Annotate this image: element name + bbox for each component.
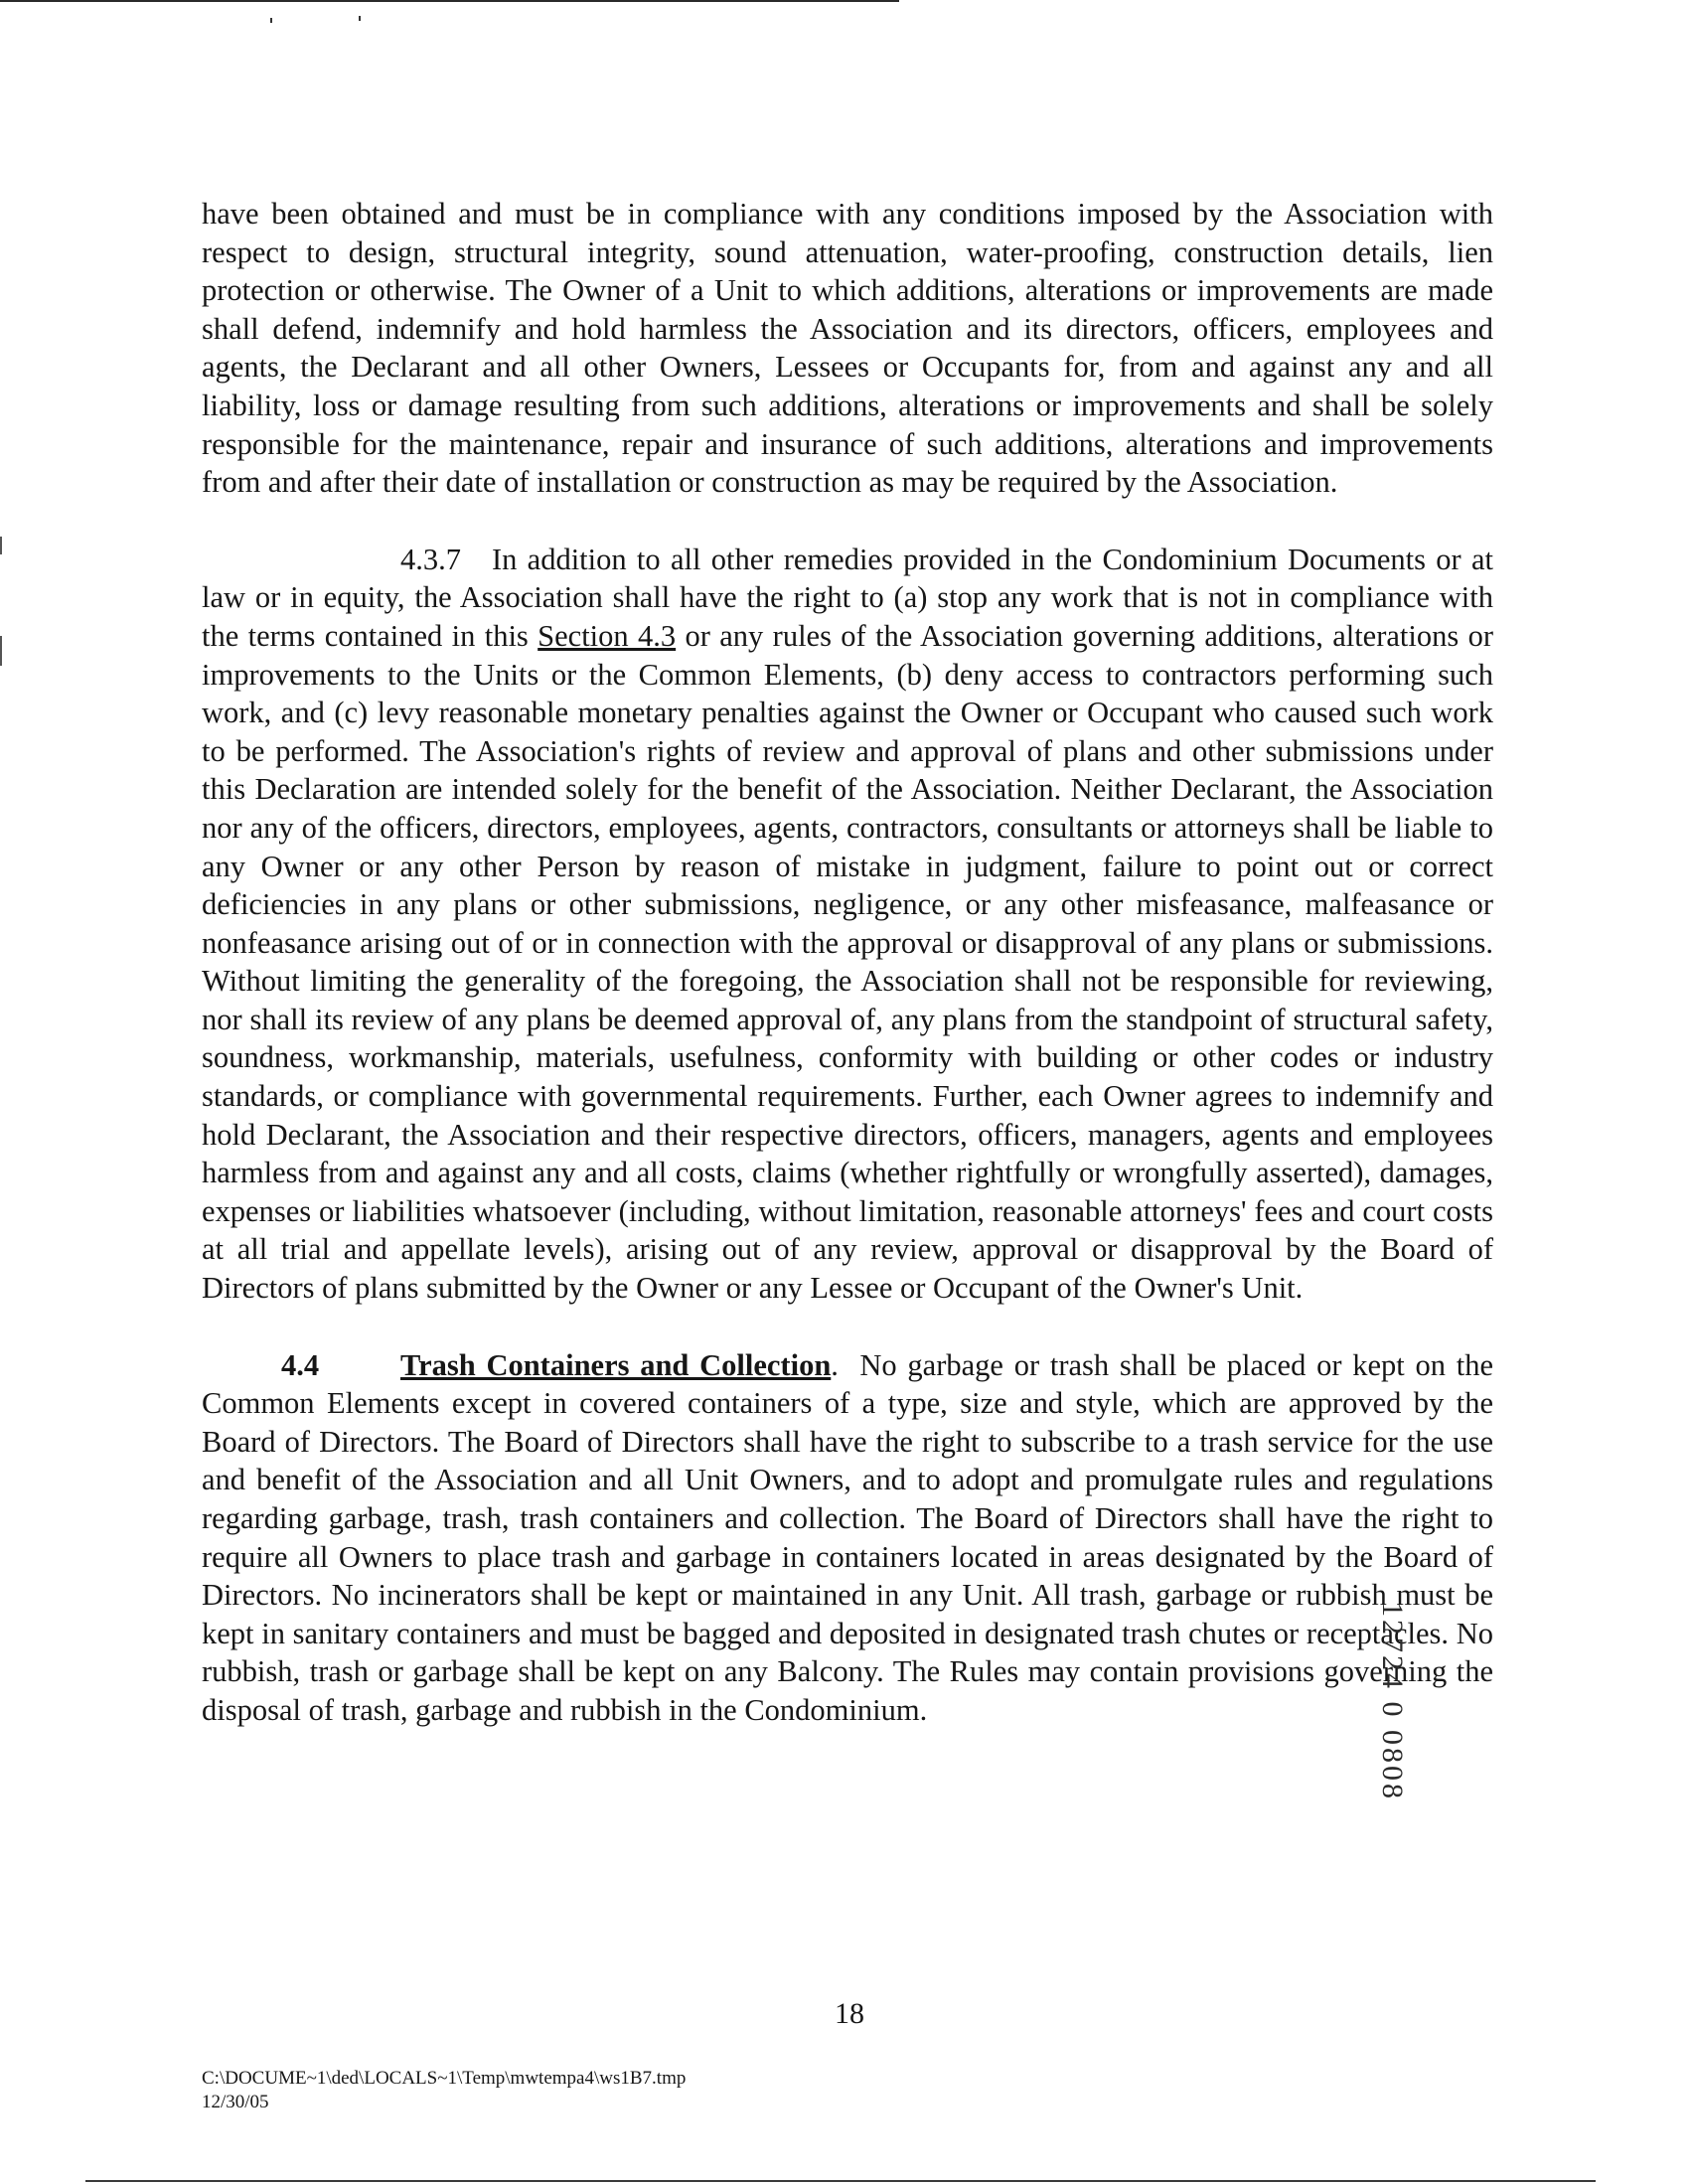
footer-date: 12/30/05 <box>202 2092 269 2112</box>
paragraph-continuation <box>202 195 1493 502</box>
document-body <box>202 195 1493 1730</box>
paragraph-text: or any rules of the Association governing additions, alterations or improvements to the Units or the Common Elements, (b) deny access to contractors performing such work, and (c) levy reasonable monetary penalties against the Owner or Occupant who caused such work to be performed. The Association's rights of review and approval of plans and other submissions under this Declaration are intended solely for the benefit of the Association. Neither Declarant, the Association nor any of the officers, directors, employees, agents, contractors, consultants or attorneys shall be liable to any Owner or any other Person by reason of mistake in judgment, failure to point out or correct deficiencies in any plans or other submissions, negligence, or any other misfeasance, malfeasance or nonfeasance arising out of or in connection with the approval or disapproval of any plans or submissions. Without limiting the generality of the foregoing, the Association shall not be responsible for reviewing, nor shall its review of any plans be deemed approval of, any plans from the standpoint of structural safety, soundness, workmanship, materials, usefulness, conformity with building or other codes or industry standards, or compliance with governmental requirements. Further, each Owner agrees to indemnify and hold Declarant, the Association and their respective directors, officers, managers, agents and employees harmless from and against any and all costs, claims (whether rightfully or wrongfully asserted), damages, expenses or liabilities whatsoever (including, without limitation, reasonable attorneys' fees and court costs at all trial and appellate levels), arising out of any review, approval or disapproval by the Board of Directors of plans submitted by the Owner or any Lessee or Occupant of the Owner's Unit. <box>202 618 1493 1306</box>
page-number: 18 <box>835 1997 864 2030</box>
section-number: 4.4 <box>281 1347 320 1382</box>
scan-speck <box>359 16 361 21</box>
paragraph-4-4 <box>202 1346 1493 1730</box>
footer-file-path: C:\DOCUME~1\ded\LOCALS~1\Temp\mwtempa4\ws1B7.tmp <box>202 2068 687 2089</box>
section-title: Trash Containers and Collection <box>400 1347 832 1382</box>
scan-edge-mark <box>0 636 2 666</box>
section-number: 4.3.7 <box>400 542 461 576</box>
paragraph-text: In addition to all other remedies provided in the Condominium Documents or at law or in equity, the Association shall have the right to (a) stop any work that is not in compliance with the terms contained in this <box>202 542 1493 653</box>
scan-edge-bottom <box>85 2180 1596 2182</box>
scan-edge-mark <box>0 537 2 554</box>
paragraph-4-3-7 <box>202 541 1493 1308</box>
scan-speck <box>270 18 272 23</box>
section-title-period: . <box>831 1347 839 1382</box>
recording-stamp-text: 12724 0 0808 <box>1376 1602 1409 1801</box>
paragraph-text: have been obtained and must be in compliance with any conditions imposed by the Association with respect to design, structural integrity, sound attenuation, water-proofing, construction details, lien protection or otherwise. The Owner of a Unit to which additions, alterations or improvements are made shall defend, indemnify and hold harmless the Association and its directors, officers, employees and agents, the Declarant and all other Owners, Lessees or Occupants for, from and against any and all liability, loss or damage resulting from such additions, alterations or improvements and shall be solely responsible for the maintenance, repair and insurance of such additions, alterations and improvements from and after their date of installation or construction as may be required by the Association. <box>202 197 1493 500</box>
scan-edge-top <box>0 0 899 2</box>
section-reference: Section 4.3 <box>538 618 677 653</box>
paragraph-text: No garbage or trash shall be placed or kept on the Common Elements except in covered containers of a type, size and style, which are approved by the Board of Directors. The Board of Directors shall have the right to subscribe to a trash service for the use and benefit of the Association and all Unit Owners, and to adopt and promulgate rules and regulations regarding garbage, trash, trash containers and collection. The Board of Directors shall have the right to require all Owners to place trash and garbage in containers located in areas designated by the Board of Directors. No incinerators shall be kept or maintained in any Unit. All trash, garbage or rubbish must be kept in sanitary containers and must be bagged and deposited in designated trash chutes or receptacles. No rubbish, trash or garbage shall be kept on any Balcony. The Rules may contain provisions governing the disposal of trash, garbage and rubbish in the Condominium. <box>202 1347 1494 1727</box>
recording-stamp <box>1373 1602 1413 1840</box>
document-footer <box>202 2067 686 2114</box>
